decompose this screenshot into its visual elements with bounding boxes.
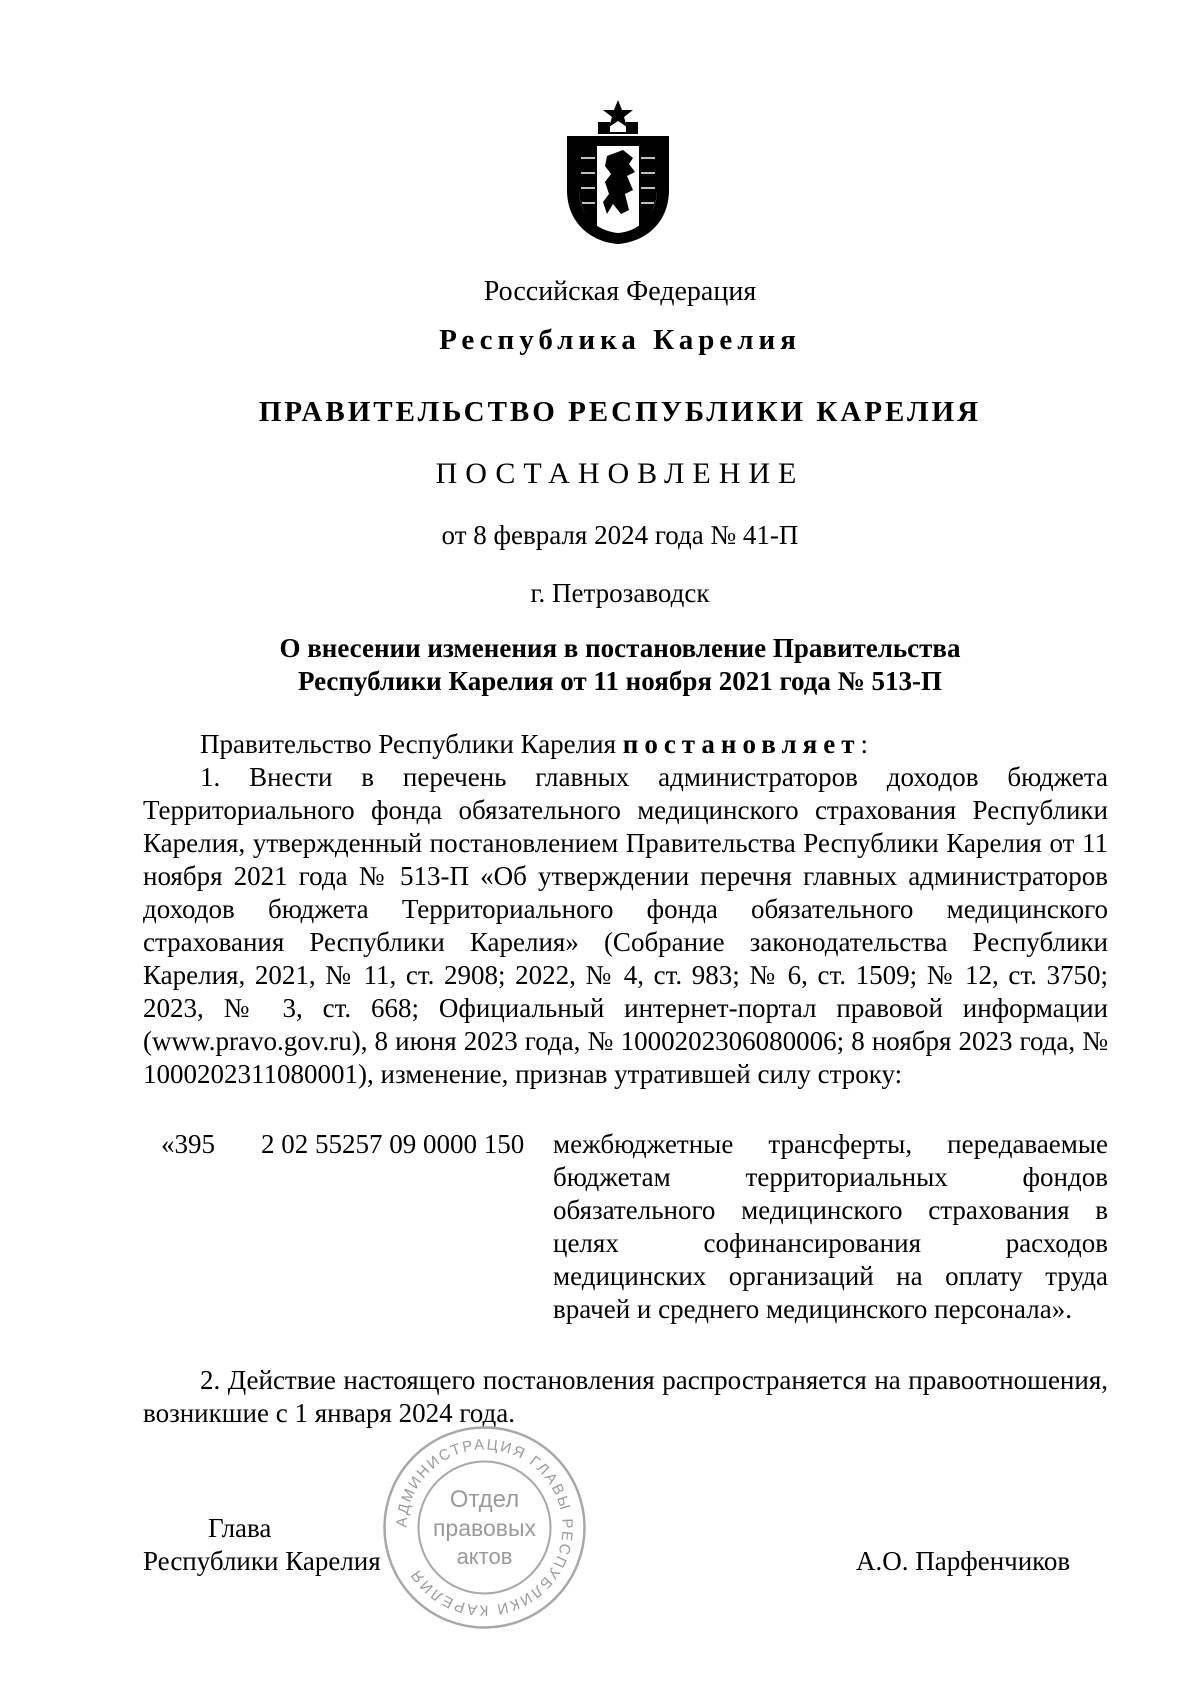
item-2-block <box>143 1364 1108 1430</box>
karelia-coat-of-arms-icon <box>563 98 673 246</box>
stamp-line1: Отдел <box>449 1486 520 1513</box>
document-title <box>0 632 1200 698</box>
intro-paragraph <box>143 728 1108 761</box>
legal-department-stamp <box>382 1425 587 1630</box>
document-title-line1: О внесении изменения в постановление Правительства <box>279 633 961 663</box>
stamp-line3: актов <box>456 1544 513 1569</box>
signer-position-line1: Глава <box>208 1513 272 1543</box>
intro-suffix: : <box>860 729 869 759</box>
country-name: Российская Федерация <box>483 276 757 307</box>
republic-name: Республика Карелия <box>439 324 801 356</box>
stamp-ring-text: АДМИНИСТРАЦИЯ ГЛАВЫ РЕСПУБЛИКИ КАРЕЛИЯ <box>393 1436 576 1619</box>
budget-classification-code: 2 02 55257 09 0000 150 <box>261 1129 525 1159</box>
document-body <box>143 728 1108 1091</box>
document-city: г. Петрозаводск <box>530 578 710 608</box>
revenue-description: межбюджетные трансферты, передаваемые бюджетам территориальных фондов обязательного медицинского страхования в целях софинансирования расходов медицинских организаций на оплату труда врачей и среднего медицинского персонала». <box>553 1129 1108 1324</box>
government-name: ПРАВИТЕЛЬСТВО РЕСПУБЛИКИ КАРЕЛИЯ <box>258 396 982 428</box>
document-title-line2: Республики Карелия от 11 ноября 2021 года № 513-П <box>297 666 943 696</box>
stamp-line2: правовых <box>432 1515 537 1541</box>
document-type: ПОСТАНОВЛЕНИЕ <box>435 457 805 490</box>
administrator-code: «395 <box>161 1129 215 1159</box>
item-2-paragraph: 2. Действие настоящего постановления распространяется на правоотношения, возникшие с 1 января 2024 года. <box>143 1365 1108 1428</box>
intro-verb: постановляет <box>622 729 861 759</box>
item-1-paragraph: 1. Внести в перечень главных администраторов доходов бюджета Территориального фонда обязательного медицинского страхования Республики Карелия, утвержденный постановлением Правительства Республики Карелия от 11 ноября 2021 года № 513-П «Об утверждении перечня главных администраторов доходов бюджета Территориального фонда обязательного медицинского страхования Республики Карелия» (Собрание законодательства Республики Карелия, 2021, № 11, ст. 2908; 2022, № 4, ст. 983; № 6, ст. 1509; № 12, ст. 3750; 2023, № 3, ст. 668; Официальный интернет-портал правовой информации (www.pravo.gov.ru), 8 июня 2023 года, № 1000202306080006; 8 ноября 2023 года, № 1000202311080001), изменение, признав утратившей силу строку: <box>143 762 1108 1089</box>
signer-position-line2: Республики Карелия <box>143 1546 381 1576</box>
intro-prefix: Правительство Республики Карелия <box>200 729 623 759</box>
document-date-number: от 8 февраля 2024 года № 41-П <box>441 520 799 550</box>
signer-name: А.О. Парфенчиков <box>856 1546 1071 1576</box>
